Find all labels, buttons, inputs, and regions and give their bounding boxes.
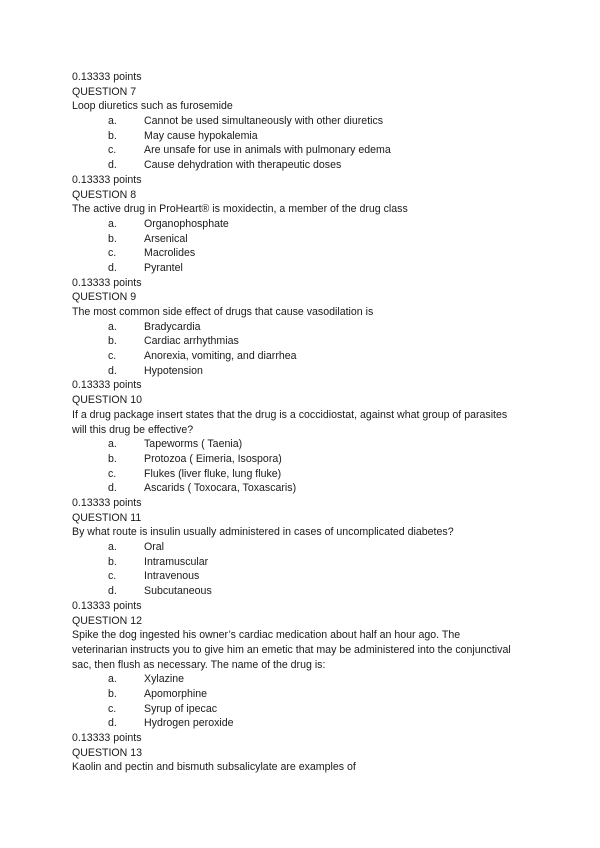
option-text: May cause hypokalemia bbox=[144, 129, 258, 142]
answer-option[interactable] bbox=[72, 349, 532, 364]
option-letter: c. bbox=[108, 144, 117, 157]
answer-option[interactable] bbox=[72, 261, 532, 276]
option-letter: a. bbox=[108, 438, 117, 451]
question-header: QUESTION 10 bbox=[72, 394, 143, 407]
answer-option[interactable] bbox=[72, 687, 532, 702]
question-block bbox=[72, 173, 532, 276]
option-letter: d. bbox=[108, 261, 117, 274]
answer-option[interactable] bbox=[72, 672, 532, 687]
points-label: 0.13333 points bbox=[72, 379, 142, 392]
answer-option[interactable] bbox=[72, 452, 532, 467]
option-text: Apomorphine bbox=[144, 688, 208, 701]
question-header: QUESTION 7 bbox=[72, 85, 137, 98]
answer-option[interactable] bbox=[72, 467, 532, 482]
option-text: Intramuscular bbox=[144, 555, 209, 568]
answer-option[interactable] bbox=[72, 584, 532, 599]
answer-option[interactable] bbox=[72, 334, 532, 349]
option-letter: c. bbox=[108, 247, 117, 260]
answer-option[interactable] bbox=[72, 437, 532, 452]
question-block bbox=[72, 378, 532, 496]
option-letter: a. bbox=[108, 320, 117, 333]
option-letter: b. bbox=[108, 129, 117, 142]
document-page bbox=[72, 70, 532, 775]
answer-option[interactable] bbox=[72, 555, 532, 570]
question-block bbox=[72, 276, 532, 379]
option-text: Protozoa ( Eimeria, Isospora) bbox=[144, 452, 282, 465]
answer-option[interactable] bbox=[72, 217, 532, 232]
option-text: Macrolides bbox=[144, 247, 196, 260]
option-letter: d. bbox=[108, 364, 117, 377]
option-letter: c. bbox=[108, 570, 117, 583]
option-text: Cardiac arrhythmias bbox=[144, 335, 239, 348]
option-text: Ascarids ( Toxocara, Toxascaris) bbox=[144, 482, 297, 495]
answer-option[interactable] bbox=[72, 540, 532, 555]
answer-option[interactable] bbox=[72, 481, 532, 496]
question-stem: By what route is insulin usually administered in cases of uncomplicated diabetes? bbox=[72, 526, 454, 539]
option-text: Subcutaneous bbox=[144, 585, 212, 598]
option-letter: d. bbox=[108, 159, 117, 172]
option-text: Intravenous bbox=[144, 570, 200, 583]
answer-option[interactable] bbox=[72, 702, 532, 717]
option-text: Flukes (liver fluke, lung fluke) bbox=[144, 467, 282, 480]
points-label: 0.13333 points bbox=[72, 276, 142, 289]
question-stem: Kaolin and pectin and bismuth subsalicylate are examples of bbox=[72, 761, 356, 774]
option-text: Syrup of ipecac bbox=[144, 702, 218, 715]
question-header: QUESTION 11 bbox=[72, 511, 142, 524]
option-text: Pyrantel bbox=[144, 261, 183, 274]
option-letter: b. bbox=[108, 555, 117, 568]
option-letter: b. bbox=[108, 452, 117, 465]
option-text: Hydrogen peroxide bbox=[144, 717, 234, 730]
option-letter: c. bbox=[108, 702, 117, 715]
answer-option[interactable] bbox=[72, 716, 532, 731]
question-header: QUESTION 9 bbox=[72, 291, 137, 304]
option-text: Anorexia, vomiting, and diarrhea bbox=[144, 350, 297, 363]
option-text: Arsenical bbox=[144, 232, 188, 245]
option-text: Organophosphate bbox=[144, 217, 229, 230]
option-text: Cause dehydration with therapeutic doses bbox=[144, 159, 342, 172]
option-letter: c. bbox=[108, 350, 117, 363]
option-letter: a. bbox=[108, 217, 117, 230]
option-text: Are unsafe for use in animals with pulmonary edema bbox=[144, 144, 391, 157]
option-letter: a. bbox=[108, 541, 117, 554]
option-text: Tapeworms ( Taenia) bbox=[144, 438, 243, 451]
option-letter: d. bbox=[108, 482, 117, 495]
question-stem: Spike the dog ingested his owner’s cardiac medication about half an hour ago. The veterinarian instructs you to give him an emetic that may be administered into the conjunctival sac, then flush as necessary. The name of the drug is: bbox=[72, 629, 511, 671]
question-header: QUESTION 13 bbox=[72, 746, 143, 759]
option-text: Cannot be used simultaneously with other diuretics bbox=[144, 115, 384, 128]
answer-option[interactable] bbox=[72, 364, 532, 379]
points-label: 0.13333 points bbox=[72, 173, 142, 186]
question-block bbox=[72, 731, 532, 775]
points-label: 0.13333 points bbox=[72, 599, 142, 612]
option-letter: b. bbox=[108, 232, 117, 245]
answer-option[interactable] bbox=[72, 143, 532, 158]
question-block bbox=[72, 70, 532, 173]
option-text: Xylazine bbox=[144, 673, 185, 686]
answer-option[interactable] bbox=[72, 232, 532, 247]
option-letter: d. bbox=[108, 585, 117, 598]
points-label: 0.13333 points bbox=[72, 71, 142, 83]
points-label: 0.13333 points bbox=[72, 497, 142, 510]
answer-option[interactable] bbox=[72, 320, 532, 335]
question-block bbox=[72, 599, 532, 731]
question-stem: The active drug in ProHeart® is moxidectin, a member of the drug class bbox=[72, 203, 408, 216]
question-stem: The most common side effect of drugs that cause vasodilation is bbox=[72, 306, 374, 319]
question-header: QUESTION 12 bbox=[72, 614, 143, 627]
answer-option[interactable] bbox=[72, 129, 532, 144]
option-text: Hypotension bbox=[144, 364, 203, 377]
question-header: QUESTION 8 bbox=[72, 188, 137, 201]
question-block bbox=[72, 496, 532, 599]
option-letter: d. bbox=[108, 717, 117, 730]
option-letter: b. bbox=[108, 688, 117, 701]
question-stem: Loop diuretics such as furosemide bbox=[72, 100, 233, 113]
option-letter: a. bbox=[108, 673, 117, 686]
option-letter: c. bbox=[108, 467, 117, 480]
option-letter: a. bbox=[108, 115, 117, 128]
answer-option[interactable] bbox=[72, 158, 532, 173]
answer-option[interactable] bbox=[72, 569, 532, 584]
option-text: Oral bbox=[144, 541, 165, 554]
points-label: 0.13333 points bbox=[72, 732, 142, 745]
answer-option[interactable] bbox=[72, 114, 532, 129]
option-letter: b. bbox=[108, 335, 117, 348]
question-stem: If a drug package insert states that the drug is a coccidiostat, against what group of parasites will this drug be effective? bbox=[72, 408, 508, 436]
option-text: Bradycardia bbox=[144, 320, 201, 333]
answer-option[interactable] bbox=[72, 246, 532, 261]
